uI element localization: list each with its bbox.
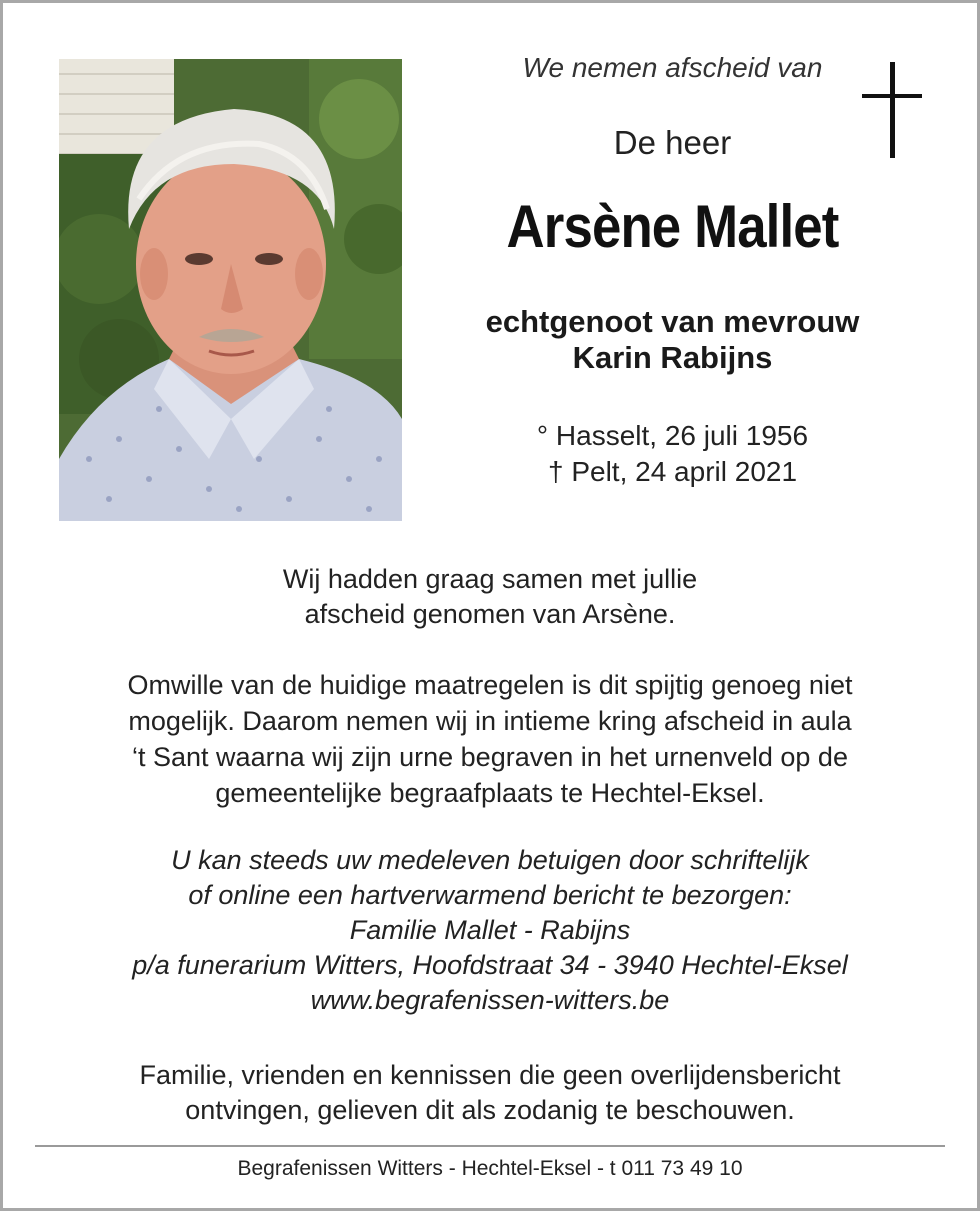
address-line: p/a funerarium Witters, Hoofdstraat 34 - 3940 Hechtel-Eksel [132, 950, 848, 980]
paragraph-line: ontvingen, gelieven dit als zodanig te beschouwen. [185, 1095, 795, 1125]
death-date: † Pelt, 24 april 2021 [547, 456, 798, 487]
spouse-line-2: Karin Rabijns [572, 340, 773, 375]
footer-text: Begrafenissen Witters - Hechtel-Eksel - t 011 73 49 10 [237, 1157, 743, 1180]
paragraph-farewell [30, 562, 950, 632]
family-name-line: Familie Mallet - Rabijns [349, 915, 631, 945]
paragraph-notice [30, 1058, 950, 1128]
paragraph-line: Wij hadden graag samen met jullie [282, 564, 698, 594]
spouse-block [430, 304, 915, 376]
dates-block [430, 418, 915, 490]
paragraph-line: ‘t Sant waarna wij zijn urne begraven in het urnenveld op de [132, 742, 848, 772]
footer-divider [35, 1145, 945, 1147]
deceased-name: Arsène Mallet [506, 193, 839, 260]
paragraph-condolences [30, 843, 950, 1018]
paragraph-line: gemeentelijke begraafplaats te Hechtel-Eksel. [215, 778, 765, 808]
spouse-line-1: echtgenoot van mevrouw [485, 304, 860, 339]
birth-date: ° Hasselt, 26 juli 1956 [536, 420, 809, 451]
intro-text: We nemen afscheid van [522, 52, 823, 83]
website-link[interactable]: www.begrafenissen-witters.be [310, 985, 670, 1015]
paragraph-line: afscheid genomen van Arsène. [304, 599, 676, 629]
portrait-photo [59, 59, 402, 521]
paragraph-line: Familie, vrienden en kennissen die geen overlijdensbericht [139, 1060, 841, 1090]
paragraph-line: of online een hartverwarmend bericht te bezorgen: [188, 880, 792, 910]
paragraph-line: mogelijk. Daarom nemen wij in intieme kring afscheid in aula [128, 706, 852, 736]
paragraph-line: Omwille van de huidige maatregelen is dit spijtig genoeg niet [127, 670, 853, 700]
paragraph-line: U kan steeds uw medeleven betuigen door schriftelijk [171, 845, 809, 875]
paragraph-measures [30, 667, 950, 811]
honorific-title: De heer [613, 124, 732, 161]
